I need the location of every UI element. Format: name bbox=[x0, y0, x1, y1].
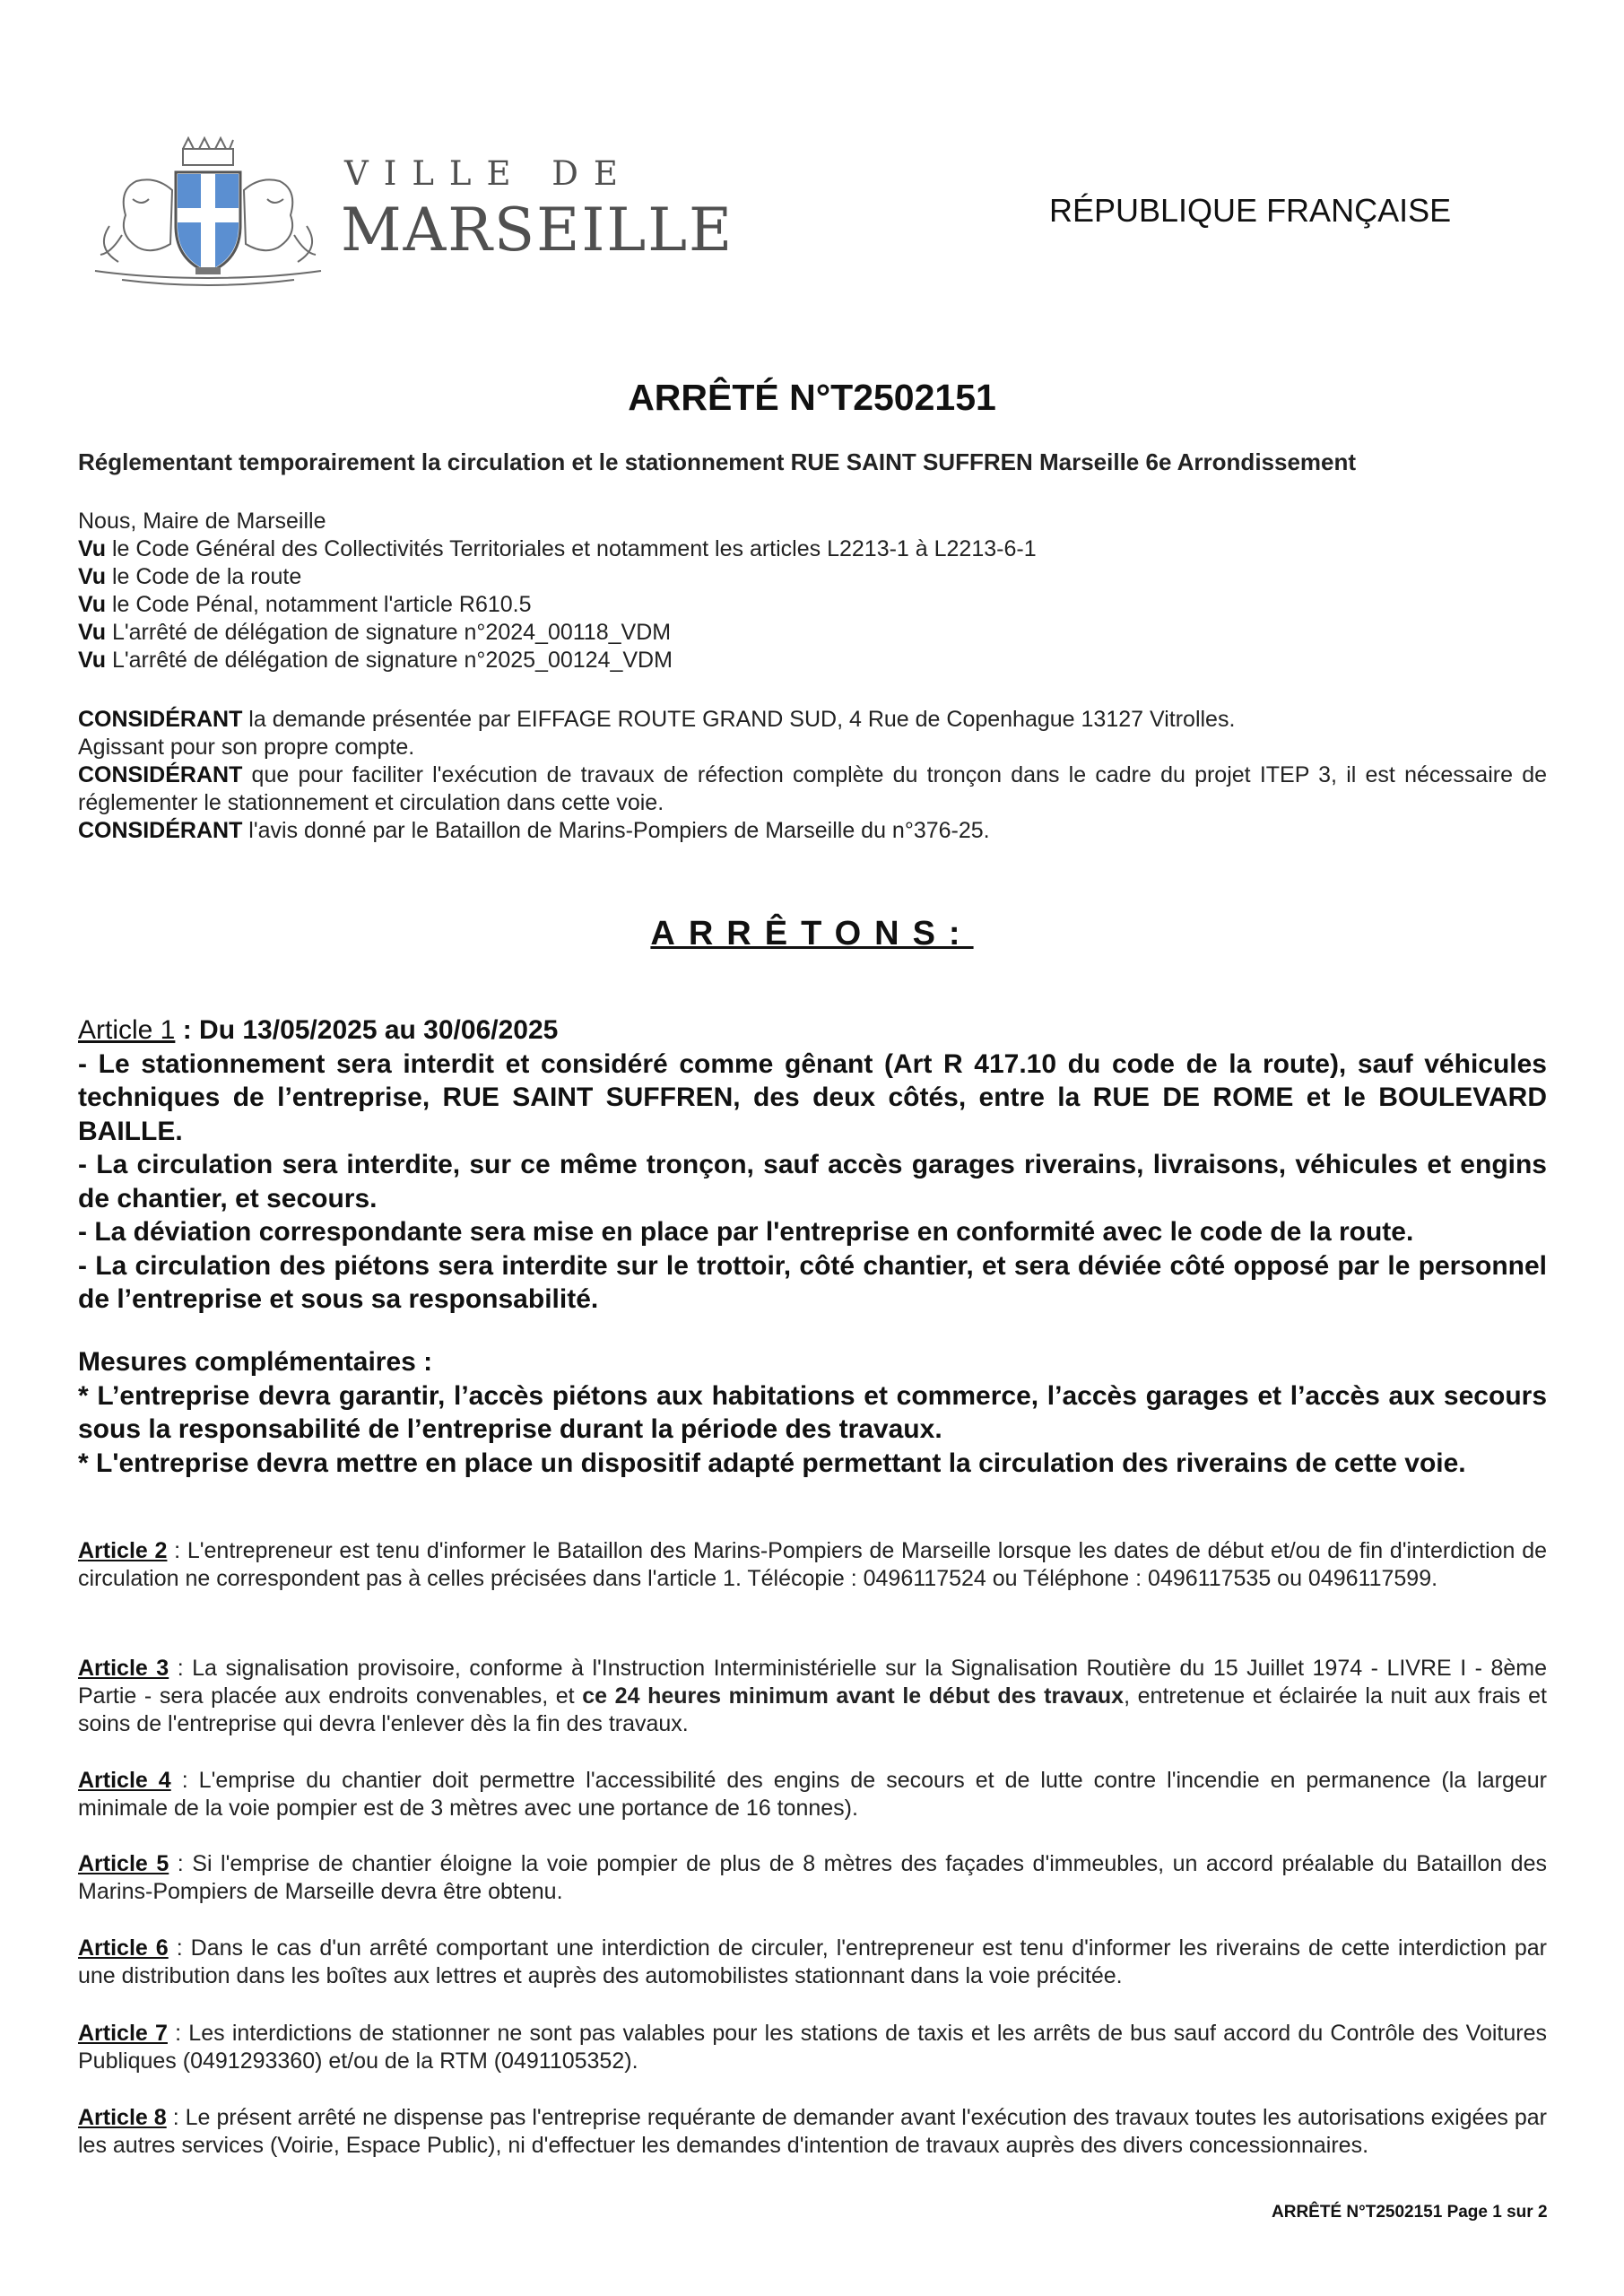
considerant-line: CONSIDÉRANT que pour faciliter l'exécution de travaux de réfection complète du tronçon dans le cadre du projet ITEP 3, il est nécessaire de réglementer le stationnement et circulation dans cette voie. bbox=[78, 762, 1547, 815]
city-logo bbox=[83, 136, 734, 289]
article-1-line: - La déviation correspondante sera mise en place par l'entreprise en conformité avec le code de la route. bbox=[78, 1217, 1414, 1247]
article-8-label: Article 8 bbox=[78, 2105, 167, 2130]
considerant-line: CONSIDÉRANT la demande présentée par EIFFAGE ROUTE GRAND SUD, 4 Rue de Copenhague 13127 Vitrolles. bbox=[78, 707, 1236, 732]
arretons-heading: ARRÊTONS: bbox=[650, 915, 974, 952]
article-6-text: : Dans le cas d'un arrêté comportant une interdiction de circuler, l'entrepreneur est tenu d'informer les riverains de cette interdiction par une distribution dans les boîtes aux lettres et auprès des automobilistes stationnant dans la voie précitée. bbox=[78, 1935, 1547, 1988]
vu-line: Vu L'arrêté de délégation de signature n°2024_00118_VDM bbox=[78, 620, 672, 645]
vu-line: Vu le Code Pénal, notamment l'article R610.5 bbox=[78, 592, 532, 617]
article-8 bbox=[78, 2104, 1547, 2160]
page-footer: ARRÊTÉ N°T2502151 Page 1 sur 2 bbox=[1272, 2203, 1548, 2222]
article-2 bbox=[78, 1537, 1547, 1593]
article-2-label: Article 2 bbox=[78, 1538, 168, 1563]
vu-line: Vu L'arrêté de délégation de signature n°2025_00124_VDM bbox=[78, 648, 673, 673]
vu-line: Vu le Code de la route bbox=[78, 564, 302, 589]
article-4 bbox=[78, 1767, 1547, 1822]
article-7-text: : Les interdictions de stationner ne sont pas valables pour les stations de taxis et les arrêts de bus sauf accord du Contrôle des Voitures Publiques (0491293360) et/ou de la RTM (0491105352). bbox=[78, 2021, 1547, 2074]
logo-text-line1: VILLE DE bbox=[344, 154, 633, 193]
article-4-text: : L'emprise du chantier doit permettre l'accessibilité des engins de secours et de lutte contre l'incendie en permanence (la largeur minimale de la voie pompier est de 3 mètres avec une portance de 16 tonnes). bbox=[78, 1768, 1547, 1821]
article-6 bbox=[78, 1935, 1547, 1990]
article-1-dates: : Du 13/05/2025 au 30/06/2025 bbox=[175, 1015, 559, 1045]
mesures-complementaires bbox=[78, 1345, 1547, 1480]
article-1-header bbox=[78, 1013, 1547, 1048]
article-3-text-end: , entretenue et éclairée la nuit aux frais et soins de l'entreprise qui devra l'enlever dès la fin des travaux. bbox=[78, 1683, 1547, 1736]
considerants-section bbox=[78, 706, 1547, 845]
article-8-text: : Le présent arrêté ne dispense pas l'entreprise requérante de demander avant l'exécution des travaux toutes les autorisations exigées par les autres services (Voirie, Espace Public), ni d'effectuer les demandes d'intention de travaux auprès des divers concessionnaires. bbox=[78, 2105, 1547, 2158]
article-1-line: - La circulation des piétons sera interdite sur le trottoir, côté chantier, et sera déviée côté opposé par le personnel de l’entreprise et sous sa responsabilité. bbox=[78, 1250, 1547, 1314]
preamble-section bbox=[78, 508, 1547, 674]
coat-of-arms-icon bbox=[83, 136, 334, 289]
document-title: ARRÊTÉ N°T2502151 bbox=[628, 377, 996, 418]
article-5-label: Article 5 bbox=[78, 1851, 169, 1876]
agissant-line: Agissant pour son propre compte. bbox=[78, 735, 415, 760]
republique-heading: RÉPUBLIQUE FRANÇAISE bbox=[1049, 192, 1452, 229]
article-7-label: Article 7 bbox=[78, 2021, 168, 2046]
article-3-emphasis: ce 24 heures minimum avant le début des travaux bbox=[582, 1683, 1125, 1709]
article-1-line: - La circulation sera interdite, sur ce même tronçon, sauf accès garages riverains, livraisons, véhicules et engins de chantier, et secours. bbox=[78, 1150, 1547, 1213]
document-subtitle: Réglementant temporairement la circulation et le stationnement RUE SAINT SUFFREN Marseille 6e Arrondissement bbox=[78, 448, 1357, 475]
maire-line: Nous, Maire de Marseille bbox=[78, 509, 326, 534]
article-2-text: : L'entrepreneur est tenu d'informer le Bataillon des Marins-Pompiers de Marseille lorsque les dates de début et/ou de fin d'interdiction de circulation ne correspondent pas à celles précisées dans l'article 1. Télécopie : 0496117524 ou Téléphone : 0496117535 ou 0496117599. bbox=[78, 1538, 1547, 1591]
vu-line: Vu le Code Général des Collectivités Territoriales et notamment les articles L2213-1 à L2213-6-1 bbox=[78, 536, 1037, 561]
mesures-item: * L’entreprise devra garantir, l’accès piétons aux habitations et commerce, l’accès garages et l’accès aux secours sous la responsabilité de l’entreprise durant la période des travaux. bbox=[78, 1380, 1547, 1444]
article-1 bbox=[78, 1013, 1547, 1317]
article-3 bbox=[78, 1655, 1547, 1738]
logo-text-line2: MARSEILLE bbox=[341, 196, 734, 265]
considerant-line: CONSIDÉRANT l'avis donné par le Bataillon de Marins-Pompiers de Marseille du n°376-25. bbox=[78, 818, 990, 843]
article-7 bbox=[78, 2020, 1547, 2075]
article-1-label: Article 1 bbox=[78, 1015, 176, 1045]
mesures-item: * L'entreprise devra mettre en place un dispositif adapté permettant la circulation des riverains de cette voie. bbox=[78, 1448, 1466, 1478]
article-3-text: : La signalisation provisoire, conforme à l'Instruction Interministérielle sur la Signalisation Routière du 15 Juillet 1974 - LIVRE I - 8ème Partie - sera placée aux endroits convenables, et bbox=[78, 1656, 1547, 1709]
article-3-label: Article 3 bbox=[78, 1656, 169, 1681]
mesures-title: Mesures complémentaires : bbox=[78, 1347, 433, 1377]
article-6-label: Article 6 bbox=[78, 1935, 169, 1961]
article-5 bbox=[78, 1850, 1547, 1906]
article-4-label: Article 4 bbox=[78, 1768, 171, 1793]
article-1-line: - Le stationnement sera interdit et considéré comme gênant (Art R 417.10 du code de la route), sauf véhicules techniques de l’entreprise, RUE SAINT SUFFREN, des deux côtés, entre la RUE DE ROME et le BOULEVARD BAILLE. bbox=[78, 1048, 1547, 1146]
article-5-text: : Si l'emprise de chantier éloigne la voie pompier de plus de 8 mètres des façades d'immeubles, un accord préalable du Bataillon des Marins-Pompiers de Marseille devra être obtenu. bbox=[78, 1851, 1547, 1904]
